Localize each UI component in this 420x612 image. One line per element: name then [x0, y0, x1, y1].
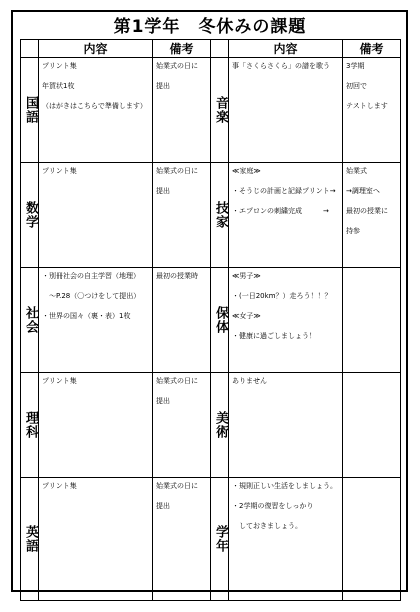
- header-content-right: 内容: [229, 40, 343, 58]
- header-notes-left: 備考: [153, 40, 211, 58]
- content-line: ≪家庭≫: [232, 167, 261, 175]
- subject-label: 社会: [23, 306, 38, 334]
- notes-line: 初回で: [346, 82, 367, 90]
- notes-line: 提出: [156, 502, 170, 510]
- notes-line: 提出: [156, 187, 170, 195]
- notes-line: 3学期: [346, 62, 365, 70]
- subject-label: 音楽: [213, 96, 228, 124]
- content-line: （はがきはこちらで準備します）: [42, 102, 147, 110]
- content-cell: [229, 478, 343, 601]
- notes-cell: [343, 478, 401, 601]
- content-cell: [39, 58, 153, 163]
- table-row: [21, 58, 401, 163]
- content-cell: [39, 268, 153, 373]
- content-line: ・そうじの計画と記録プリント→: [232, 187, 336, 195]
- content-line: 事「さくらさくら」の譜を歌う: [232, 62, 330, 70]
- subject-cell: [21, 268, 39, 373]
- content-cell: [39, 163, 153, 268]
- content-cell: [229, 268, 343, 373]
- content-line: しておきましょう。: [232, 522, 302, 530]
- content-line: ～P.28（〇つけをして提出）: [42, 292, 141, 300]
- subject-cell: [21, 163, 39, 268]
- notes-cell: [153, 478, 211, 601]
- subject-cell: [21, 58, 39, 163]
- content-cell: [229, 373, 343, 478]
- content-cell: [39, 478, 153, 601]
- subject-label: 保体: [213, 306, 228, 334]
- notes-cell: [153, 373, 211, 478]
- content-line: プリント集: [42, 482, 77, 490]
- notes-cell: [343, 163, 401, 268]
- assignment-table: [20, 39, 401, 601]
- notes-line: 提出: [156, 397, 170, 405]
- subject-cell: [21, 478, 39, 601]
- content-line: ・規則正しい生活をしましょう。: [232, 482, 337, 490]
- subject-label: 技家: [213, 201, 228, 229]
- notes-cell: [153, 163, 211, 268]
- content-line: ≪男子≫: [232, 272, 261, 280]
- content-line: ≪女子≫: [232, 312, 261, 320]
- content-cell: [229, 163, 343, 268]
- subject-label: 数学: [23, 201, 38, 229]
- subject-label: 国語: [23, 96, 38, 124]
- subject-cell: [211, 163, 229, 268]
- subject-cell: [211, 268, 229, 373]
- table-row: [21, 268, 401, 373]
- notes-line: 提出: [156, 82, 170, 90]
- subject-label: 美術: [213, 411, 228, 439]
- content-line: 年賀状1枚: [42, 82, 75, 90]
- subject-label: 学年: [213, 525, 228, 553]
- notes-cell: [153, 268, 211, 373]
- content-line: ・2学期の復習をしっかり: [232, 502, 314, 510]
- page-title: 第1学年 冬休みの課題: [113, 17, 307, 37]
- notes-line: 始業式の日に: [156, 377, 198, 385]
- notes-line: 持参: [346, 227, 360, 235]
- content-line: プリント集: [42, 62, 77, 70]
- notes-line: 最初の授業に: [346, 207, 388, 215]
- notes-line: 始業式の日に: [156, 482, 198, 490]
- notes-line: テストします: [346, 102, 388, 110]
- notes-line: 始業式: [346, 167, 367, 175]
- content-cell: [39, 373, 153, 478]
- subject-label: 英語: [23, 525, 38, 553]
- notes-line: 始業式の日に: [156, 167, 198, 175]
- header-subject-right: [211, 40, 229, 58]
- header-notes-right: 備考: [343, 40, 401, 58]
- header-row: [21, 40, 401, 58]
- subject-cell: [211, 373, 229, 478]
- content-line: ・健康に過ごしましょう！: [232, 332, 316, 340]
- table-row: [21, 163, 401, 268]
- subject-cell: [211, 58, 229, 163]
- content-line: ・世界の国々（裏・表）1枚: [42, 312, 131, 320]
- header-content-left: 内容: [39, 40, 153, 58]
- subject-label: 理科: [23, 411, 38, 439]
- notes-line: →調理室へ: [346, 187, 380, 195]
- table-row: [21, 373, 401, 478]
- header-subject-left: [21, 40, 39, 58]
- notes-line: 始業式の日に: [156, 62, 198, 70]
- subject-cell: [211, 478, 229, 601]
- notes-cell: [343, 58, 401, 163]
- content-cell: [229, 58, 343, 163]
- subject-cell: [21, 373, 39, 478]
- content-line: ・別冊社会の自主学習（地理）: [42, 272, 140, 280]
- content-line: ありません: [232, 377, 267, 385]
- content-line: プリント集: [42, 377, 77, 385]
- notes-cell: [343, 268, 401, 373]
- notes-line: 最初の授業時: [156, 272, 198, 280]
- content-line: ・エプロンの刺繍完成 →: [232, 207, 329, 215]
- notes-cell: [153, 58, 211, 163]
- notes-cell: [343, 373, 401, 478]
- table-row: [21, 478, 401, 601]
- content-line: プリント集: [42, 167, 77, 175]
- content-line: ・(一日20km？）走ろう！！？: [232, 292, 332, 300]
